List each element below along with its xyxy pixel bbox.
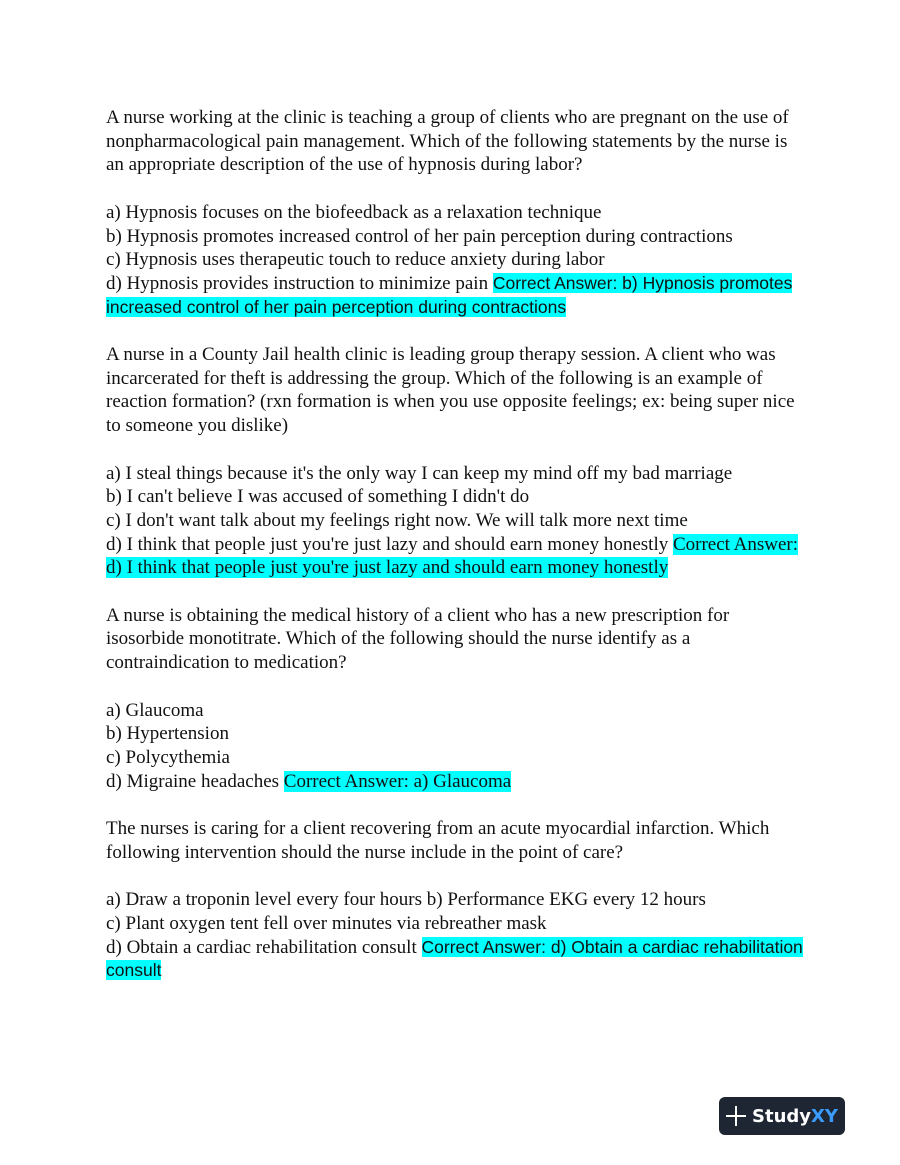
option-b: b) I can't believe I was accused of something I didn't do: [106, 486, 530, 508]
studyxy-logo: [719, 1097, 845, 1135]
option-c: c) Polycythemia: [106, 746, 230, 768]
correct-answer: Correct Answer: a) Glaucoma: [283, 770, 512, 792]
option-c: c) I don't want talk about my feelings right now. We will talk more next time: [106, 509, 688, 531]
logo-word-main: Study: [752, 1105, 812, 1127]
option-c: c) Hypnosis uses therapeutic touch to reduce anxiety during labor: [106, 249, 605, 271]
document-page: [106, 106, 806, 1007]
logo-text: [752, 1106, 838, 1127]
plus-icon: [726, 1106, 746, 1126]
question-3: [106, 604, 806, 794]
option-d-line: [106, 272, 806, 319]
option-b: b) Hypertension: [106, 723, 229, 745]
question-stem: A nurse is obtaining the medical history of a client who has a new prescription for isosorbide monotitrate. Which of the following should the nurse identify as a contraindication to medication?: [106, 604, 730, 674]
question-2: [106, 343, 806, 580]
option-d-line: [106, 533, 806, 580]
option-a: a) I steal things because it's the only way I can keep my mind off my bad marriage: [106, 462, 733, 484]
option-c: c) Plant oxygen tent fell over minutes via rebreather mask: [106, 912, 547, 934]
option-b: b) Hypnosis promotes increased control of her pain perception during contractions: [106, 225, 733, 247]
option-d-line: [106, 936, 806, 983]
correct-answer: Correct Answer: d) I think that people just you're just lazy and should earn money honestly: [106, 533, 799, 579]
option-d: d) I think that people just you're just lazy and should earn money honestly: [106, 533, 669, 555]
correct-answer: Correct Answer: b) Hypnosis promotes increased control of her pain perception during contractions: [106, 272, 793, 317]
option-d: d) Migraine headaches: [106, 770, 280, 792]
question-1: [106, 106, 806, 319]
option-d: d) Obtain a cardiac rehabilitation consult: [106, 936, 417, 958]
question-stem: A nurse working at the clinic is teaching a group of clients who are pregnant on the use of nonpharmacological pain management. Which of the following statements by the nurse is an appropriate description of the use of hypnosis during labor?: [106, 107, 789, 176]
option-d-line: [106, 770, 806, 794]
option-d: d) Hypnosis provides instruction to minimize pain: [106, 272, 489, 294]
option-a: a) Glaucoma: [106, 699, 204, 721]
question-stem: A nurse in a County Jail health clinic is leading group therapy session. A client who was incarcerated for theft is addressing the group. Which of the following is an example of reaction formation? (rxn formation is when you use opposite feelings; ex: being super nice to someone you dislike): [106, 344, 795, 437]
question-stem: The nurses is caring for a client recovering from an acute myocardial infarction. Which following intervention should the nurse include in the point of care?: [106, 818, 770, 863]
option-ab: a) Draw a troponin level every four hours b) Performance EKG every 12 hours: [106, 889, 706, 911]
option-a: a) Hypnosis focuses on the biofeedback as a relaxation technique: [106, 201, 602, 223]
correct-answer: Correct Answer: d) Obtain a cardiac rehabilitation consult: [106, 936, 803, 981]
logo-word-accent: XY: [811, 1105, 838, 1127]
question-4: [106, 817, 806, 983]
